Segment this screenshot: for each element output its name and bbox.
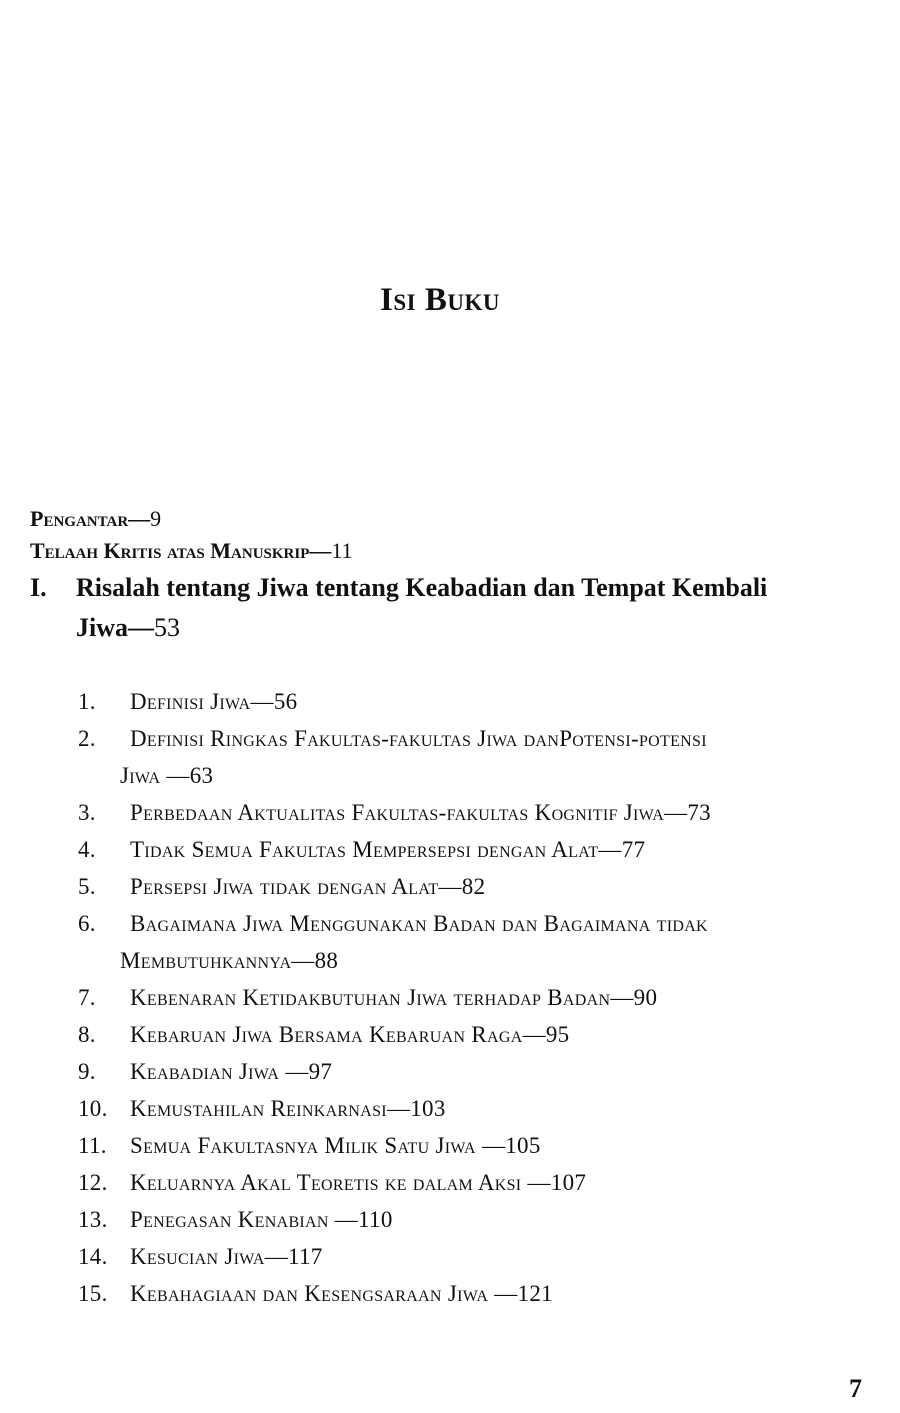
chapter-number: 9. <box>78 1059 96 1084</box>
chapter-title: Kebaruan Jiwa Bersama Kebaruan Raga—95 <box>130 1022 570 1047</box>
chapter-title: Bagaimana Jiwa Menggunakan Badan dan Bagaimana tidak <box>130 911 708 936</box>
chapter-entry <box>78 905 878 979</box>
chapter-entry <box>78 683 878 720</box>
part-title-line-1: Risalah tentang Jiwa tentang Keabadian dan Tempat Kembali <box>76 573 768 602</box>
chapter-number: 2. <box>78 726 96 751</box>
part-number: I. <box>30 573 47 602</box>
toc-part-heading <box>30 568 880 648</box>
chapter-title: Penegasan Kenabian —110 <box>130 1207 393 1232</box>
chapter-title: Semua Fakultasnya Milik Satu Jiwa —105 <box>130 1133 541 1158</box>
part-title-line-2: Jiwa—53 <box>76 613 180 642</box>
chapter-title: Definisi Jiwa—56 <box>130 689 298 714</box>
chapter-number: 8. <box>78 1022 96 1047</box>
chapter-entry <box>78 1090 878 1127</box>
chapter-title: Keabadian Jiwa —97 <box>130 1059 333 1084</box>
chapter-number: 5. <box>78 874 96 899</box>
chapter-entry <box>78 831 878 868</box>
chapter-number: 12. <box>78 1170 108 1195</box>
toc-entry-label: Telaah Kritis atas Manuskrip <box>30 538 310 563</box>
chapter-title: Tidak Semua Fakultas Mempersepsi dengan Alat—77 <box>130 837 646 862</box>
page-number: 7 <box>849 1374 862 1403</box>
toc-entry-telaah: Telaah Kritis atas Manuskrip—11 <box>30 538 353 563</box>
chapter-number: 3. <box>78 800 96 825</box>
chapter-number: 13. <box>78 1207 108 1232</box>
chapter-entry <box>78 1275 878 1312</box>
page-title: Isi Buku <box>380 282 500 318</box>
chapter-number: 10. <box>78 1096 108 1121</box>
chapter-title: Kesucian Jiwa—117 <box>130 1244 323 1269</box>
chapter-title: Keluarnya Akal Teoretis ke dalam Aksi —107 <box>130 1170 587 1195</box>
chapter-list <box>78 683 878 1312</box>
chapter-number: 6. <box>78 911 96 936</box>
part-title-end: Jiwa <box>76 613 128 642</box>
toc-entry-pengantar: Pengantar—9 <box>30 506 162 531</box>
toc-entry-page: 9 <box>150 506 162 531</box>
chapter-title-continued: Membutuhkannya—88 <box>120 948 339 973</box>
chapter-number: 4. <box>78 837 96 862</box>
chapter-number: 7. <box>78 985 96 1010</box>
chapter-entry <box>78 1238 878 1275</box>
chapter-entry <box>78 1201 878 1238</box>
chapter-title: Definisi Ringkas Fakultas-fakultas Jiwa danPotensi-potensi <box>130 726 707 751</box>
chapter-title: Persepsi Jiwa tidak dengan Alat—82 <box>130 874 486 899</box>
chapter-number: 14. <box>78 1244 108 1269</box>
chapter-entry <box>78 794 878 831</box>
chapter-entry <box>78 1016 878 1053</box>
toc-entry-page: 11 <box>331 538 353 563</box>
chapter-entry <box>78 720 878 794</box>
chapter-title: Kebenaran Ketidakbutuhan Jiwa terhadap Badan—90 <box>130 985 658 1010</box>
chapter-title: Kemustahilan Reinkarnasi—103 <box>130 1096 446 1121</box>
chapter-entry <box>78 1127 878 1164</box>
toc-entry-label: Pengantar <box>30 506 129 531</box>
chapter-entry <box>78 868 878 905</box>
part-page: 53 <box>154 613 180 642</box>
chapter-entry <box>78 979 878 1016</box>
chapter-title: Perbedaan Aktualitas Fakultas-fakultas Kognitif Jiwa—73 <box>130 800 711 825</box>
chapter-entry <box>78 1164 878 1201</box>
chapter-number: 1. <box>78 689 96 714</box>
chapter-title-continued: Jiwa —63 <box>120 763 214 788</box>
chapter-entry <box>78 1053 878 1090</box>
chapter-number: 11. <box>78 1133 107 1158</box>
chapter-title: Kebahagiaan dan Kesengsaraan Jiwa —121 <box>130 1281 553 1306</box>
chapter-number: 15. <box>78 1281 108 1306</box>
